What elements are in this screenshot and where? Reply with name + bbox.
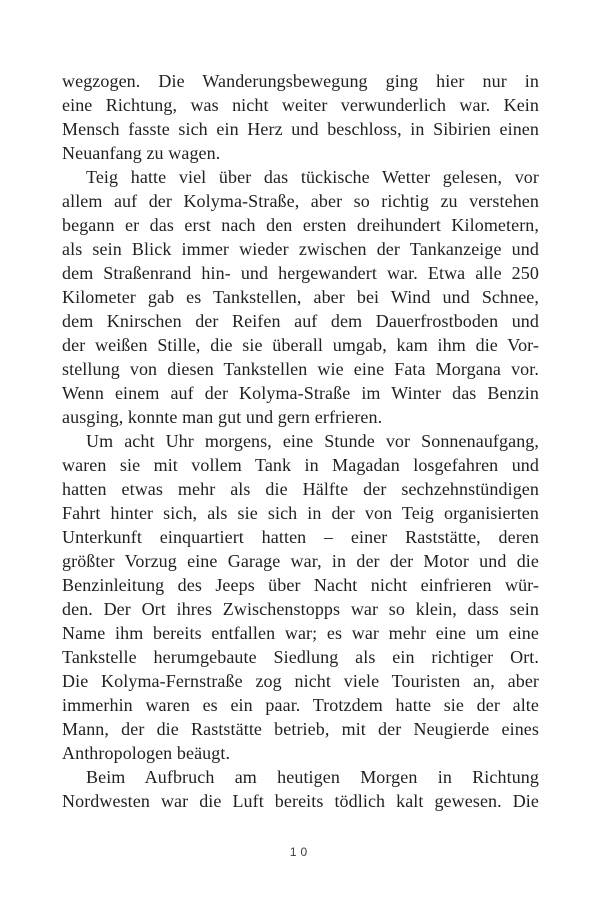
page-number: 10 — [289, 845, 312, 859]
page-text — [62, 69, 539, 813]
text-line: Nordwesten war die Luft bereits tödlich kalt gewesen. Die — [62, 791, 539, 811]
text-line: ausging, konnte man gut und gern erfrieren. — [62, 407, 383, 427]
text-line: Wenn einem auf der Kolyma-Straße im Winter das Benzin — [62, 383, 539, 403]
text-line: Anthropologen beäugt. — [62, 743, 231, 763]
text-line: Die Kolyma-Fernstraße zog nicht viele Touristen an, aber — [62, 671, 539, 691]
text-line: Um acht Uhr morgens, eine Stunde vor Sonnenaufgang, — [86, 431, 539, 451]
text-line: hatten etwas mehr als die Hälfte der sechzehnstündigen — [62, 479, 539, 499]
text-line: stellung von diesen Tankstellen wie eine Fata Morgana vor. — [62, 359, 539, 379]
text-line: Unterkunft einquartiert hatten – einer Raststätte, deren — [62, 527, 539, 547]
text-line: dem Straßenrand hin- und hergewandert war. Etwa alle 250 — [62, 263, 539, 283]
text-line: eine Richtung, was nicht weiter verwunderlich war. Kein — [62, 95, 539, 115]
text-line: Name ihm bereits entfallen war; es war mehr eine um eine — [62, 623, 539, 643]
text-line: größter Vorzug eine Garage war, in der der Motor und die — [62, 551, 539, 571]
text-line: Neuanfang zu wagen. — [62, 143, 221, 163]
text-line: Mann, der die Raststätte betrieb, mit der Neugierde eines — [62, 719, 539, 739]
text-line: allem auf der Kolyma-Straße, aber so richtig zu verstehen — [62, 191, 539, 211]
text-line: Teig hatte viel über das tückische Wetter gelesen, vor — [86, 167, 539, 187]
text-line: wegzogen. Die Wanderungsbewegung ging hier nur in — [62, 71, 539, 91]
text-line: Tankstelle herumgebaute Siedlung als ein richtiger Ort. — [62, 647, 539, 667]
text-line: der weißen Stille, die sie überall umgab, kam ihm die Vor- — [62, 335, 539, 355]
text-line: Kilometer gab es Tankstellen, aber bei Wind und Schnee, — [62, 287, 539, 307]
text-line: den. Der Ort ihres Zwischenstopps war so klein, dass sein — [62, 599, 539, 619]
text-line: immerhin waren es ein paar. Trotzdem hatte sie der alte — [62, 695, 539, 715]
text-line: Mensch fasste sich ein Herz und beschloss, in Sibirien einen — [62, 119, 539, 139]
text-line: als sein Blick immer wieder zwischen der Tankanzeige und — [62, 239, 539, 259]
text-line: Beim Aufbruch am heutigen Morgen in Richtung — [86, 767, 539, 787]
text-line: Fahrt hinter sich, als sie sich in der von Teig organisierten — [62, 503, 539, 523]
text-line: dem Knirschen der Reifen auf dem Dauerfrostboden und — [62, 311, 539, 331]
text-line: waren sie mit vollem Tank in Magadan losgefahren und — [62, 455, 539, 475]
text-line: Benzinleitung des Jeeps über Nacht nicht einfrieren wür- — [62, 575, 539, 595]
text-line: begann er das erst nach den ersten dreihundert Kilometern, — [62, 215, 539, 235]
